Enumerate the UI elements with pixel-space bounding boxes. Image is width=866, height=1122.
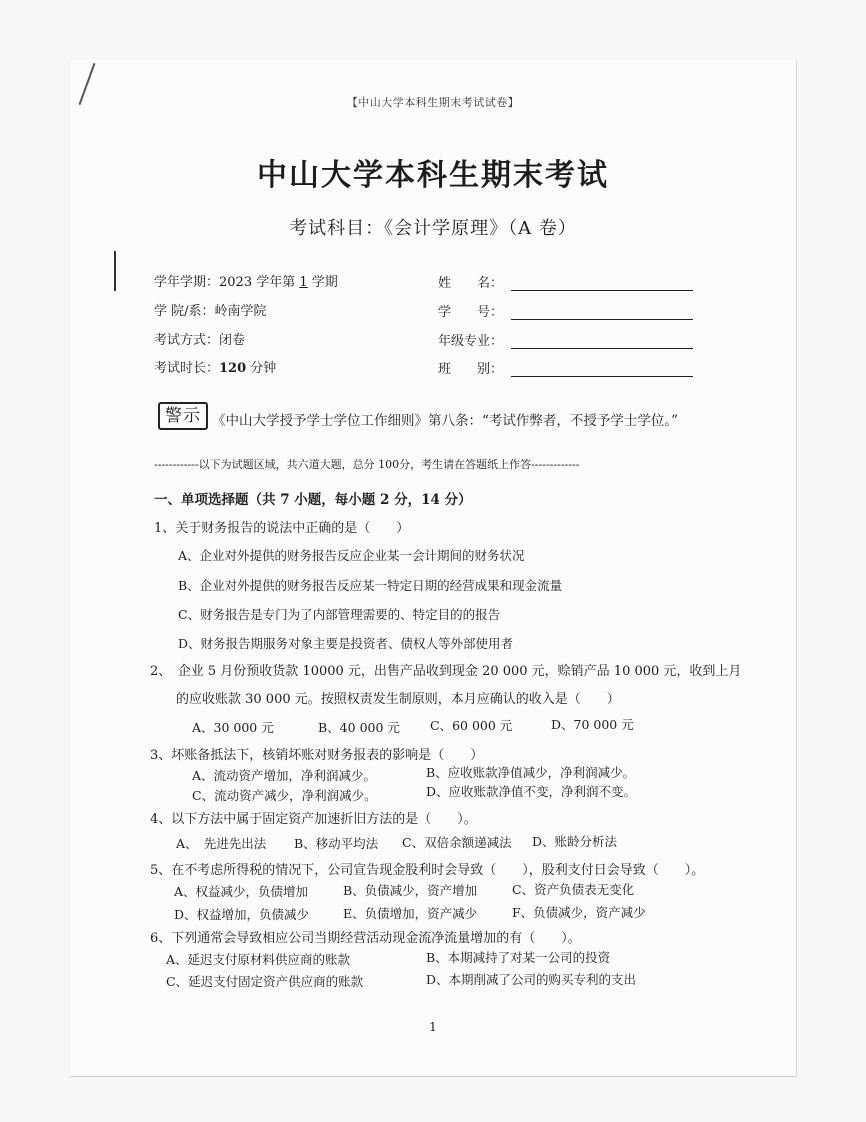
class-field[interactable] <box>438 358 693 377</box>
class-label: 班 别： <box>438 362 504 377</box>
major-field[interactable] <box>438 330 693 349</box>
name-blank[interactable] <box>511 278 693 291</box>
page-number: 1 <box>429 1020 437 1034</box>
duration-label: 考试时长： <box>154 361 220 376</box>
q5-option-a: A、权益减少，负债增加 <box>174 884 309 899</box>
q4-option-d: D、账龄分析法 <box>532 834 618 849</box>
q5-option-f: F、负债减少，资产减少 <box>512 905 646 920</box>
question-3: 3、坏账备抵法下，核销坏账对财务报表的影响是（ ） <box>150 748 484 763</box>
pen-mark-bar <box>114 251 116 291</box>
exam-paper <box>70 60 797 1077</box>
q1-option-a: A、企业对外提供的财务报告反应企业某一会计期间的财务状况 <box>178 548 525 563</box>
q5-option-e: E、负债增加，资产减少 <box>343 906 478 921</box>
duration-info <box>154 357 276 376</box>
q3-option-c: C、流动资产减少，净利润减少。 <box>192 788 377 803</box>
major-blank[interactable] <box>511 336 693 349</box>
q2-option-c: C、60 000 元 <box>430 718 513 733</box>
q3-option-a: A、流动资产增加，净利润减少。 <box>192 768 377 783</box>
question-5: 5、在不考虑所得税的情况下，公司宣告现金股利时会导致（ ），股利支付日会导致（ ）。 <box>150 863 705 878</box>
q1-option-c: C、财务报告是专门为了内部管理需要的、特定目的的报告 <box>178 607 501 622</box>
q1-option-d: D、财务报告期服务对象主要是投资者、债权人等外部使用者 <box>178 636 514 651</box>
section-divider: ------------以下为试题区域，共六道大题，总分 100分，考生请在答题纸上作答------------- <box>154 458 580 471</box>
question-1: 1、关于财务报告的说法中正确的是（ ） <box>154 521 410 536</box>
question-2-cont: 的应收账款 30 000 元。按照权责发生制原则，本月应确认的收入是（ ） <box>176 692 620 707</box>
q2-option-d: D、70 000 元 <box>551 717 634 732</box>
method-info: 考试方式：闭卷 <box>154 333 246 348</box>
term-number: 1 <box>299 275 308 290</box>
term-suffix: 学期 <box>311 275 338 290</box>
term-prefix: 学年学期：2023 学年第 <box>154 275 296 290</box>
warning-text: 《中山大学授予学士学位工作细则》第八条：“考试作弊者，不授予学士学位。” <box>212 413 679 429</box>
q1-option-b: B、企业对外提供的财务报告反应某一特定日期的经营成果和现金流量 <box>178 578 563 593</box>
student-id-field[interactable] <box>438 301 693 320</box>
q3-option-d: D、应收账款净值不变，净利润不变。 <box>426 784 637 799</box>
duration-unit: 分钟 <box>250 361 277 376</box>
question-4: 4、以下方法中属于固定资产加速折旧方法的是（ ）。 <box>150 812 477 827</box>
q5-option-c: C、资产负债表无变化 <box>512 882 635 897</box>
q4-option-a: A、 先进先出法 <box>176 836 267 851</box>
q4-option-c: C、双倍余额递减法 <box>402 835 512 850</box>
section-heading: 一、单项选择题（共 7 小题，每小题 2 分，14 分） <box>154 492 472 508</box>
class-blank[interactable] <box>511 364 693 377</box>
exam-title: 中山大学本科生期末考试 <box>257 158 609 193</box>
name-field[interactable] <box>438 272 693 291</box>
term-info <box>154 271 338 290</box>
q6-option-c: C、延迟支付固定资产供应商的账款 <box>166 974 364 989</box>
major-label: 年级专业： <box>438 334 504 349</box>
q5-option-d: D、权益增加，负债减少 <box>174 907 310 922</box>
student-id-label: 学 号： <box>438 305 504 320</box>
q4-option-b: B、移动平均法 <box>294 836 379 851</box>
q6-option-d: D、本期削减了公司的购买专利的支出 <box>426 972 637 987</box>
q2-option-a: A、30 000 元 <box>192 720 274 735</box>
duration-value: 120 <box>219 361 247 376</box>
q6-option-b: B、本期减持了对某一公司的投资 <box>426 950 611 965</box>
q3-option-b: B、应收账款净值减少，净利润减少。 <box>426 765 636 780</box>
q2-option-b: B、40 000 元 <box>318 720 400 735</box>
name-label: 姓 名： <box>438 276 504 291</box>
school-info: 学 院/系：岭南学院 <box>154 304 267 319</box>
q5-option-b: B、负债减少，资产增加 <box>343 883 478 898</box>
q6-option-a: A、延迟支付原材料供应商的账款 <box>166 952 351 967</box>
exam-subtitle: 考试科目：《会计学原理》（A 卷） <box>289 218 577 239</box>
header-tag: 【中山大学本科生期末考试试卷】 <box>346 96 520 109</box>
warning-badge: 警示 <box>158 402 208 430</box>
question-6: 6、下列通常会导致相应公司当期经营活动现金流净流量增加的有（ ）。 <box>150 931 581 946</box>
question-2: 2、 企业 5 月份预收货款 10000 元，出售产品收到现金 20 000 元，赊销产品 10 000 元，收到上月 <box>150 664 742 679</box>
student-id-blank[interactable] <box>511 307 693 320</box>
